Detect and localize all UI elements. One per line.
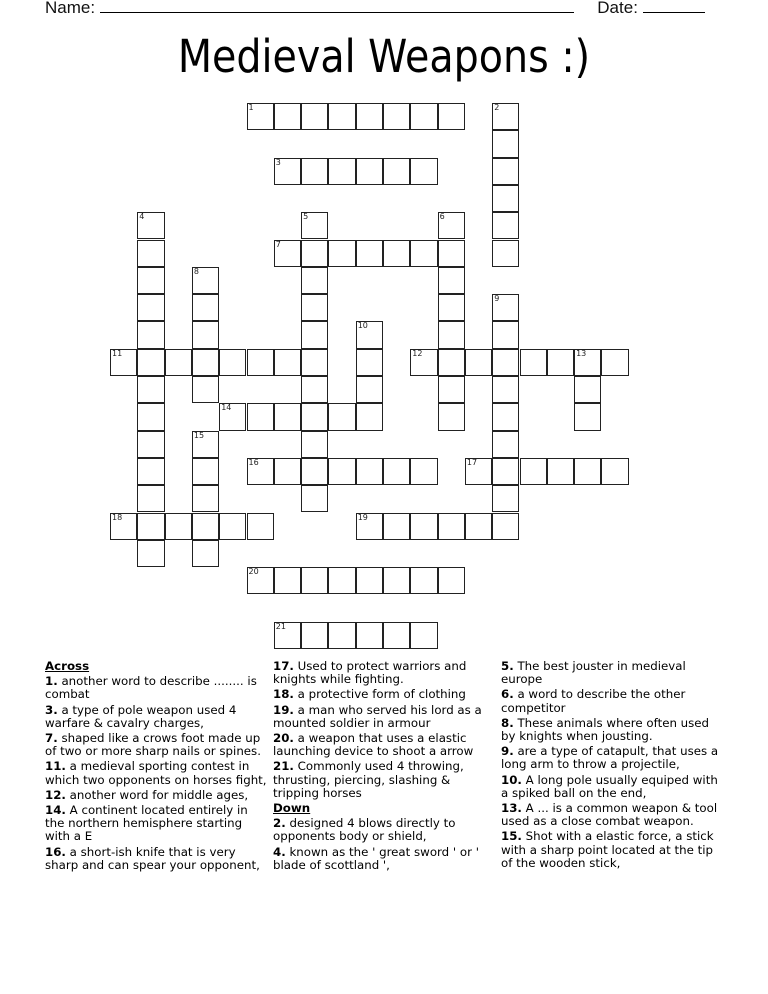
across-heading: Across xyxy=(45,659,90,673)
grid-cell[interactable] xyxy=(192,376,219,403)
grid-cell[interactable] xyxy=(137,485,164,512)
grid-cell[interactable] xyxy=(301,376,328,403)
grid-cell[interactable] xyxy=(165,513,192,540)
grid-cell[interactable] xyxy=(438,212,465,239)
clue-across-7: 7. shaped like a crows foot made up of two or more sharp nails or spines. xyxy=(45,731,261,759)
clue-number: 14 xyxy=(221,403,232,413)
clues-column-2 xyxy=(273,660,498,874)
grid-cell[interactable] xyxy=(492,349,519,376)
grid-cell[interactable] xyxy=(137,267,164,294)
grid-cell[interactable] xyxy=(492,212,519,239)
clue-number: 1 xyxy=(248,103,254,112)
grid-cell[interactable] xyxy=(110,513,137,540)
grid-cell[interactable] xyxy=(356,376,383,403)
grid-cell[interactable] xyxy=(137,513,164,540)
clue-down-15: 15. Shot with a elastic force, a stick with a sharp point located at the tip of the wooden stick, xyxy=(501,829,714,870)
grid-cell[interactable] xyxy=(465,513,492,540)
down-heading: Down xyxy=(273,801,311,816)
grid-cell[interactable] xyxy=(356,567,383,594)
grid-cell[interactable] xyxy=(356,513,383,540)
grid-cell[interactable] xyxy=(247,103,274,130)
clue-across-12: 12. another word for middle ages, xyxy=(45,787,249,802)
grid-cell[interactable] xyxy=(438,403,465,430)
grid-cell[interactable] xyxy=(492,185,519,212)
grid-cell[interactable] xyxy=(465,458,492,485)
grid-cell[interactable] xyxy=(192,431,219,458)
grid-cell[interactable] xyxy=(301,349,328,376)
clue-across-11: 11. a medieval sporting contest in which two opponents on horses fight, xyxy=(45,759,267,787)
grid-cell[interactable] xyxy=(601,458,628,485)
grid-cell[interactable] xyxy=(438,349,465,376)
grid-cell[interactable] xyxy=(492,458,519,485)
grid-cell[interactable] xyxy=(192,349,219,376)
grid-cell[interactable] xyxy=(301,458,328,485)
clue-across-21: 21. Commonly used 4 throwing, thrusting, piercing, slashing & tripping horses xyxy=(273,759,464,800)
clue-down-5: 5. The best jouster in medieval europe xyxy=(501,659,686,687)
clue-across-18: 18. a protective form of clothing xyxy=(273,687,466,702)
grid-cell[interactable] xyxy=(383,513,410,540)
clue-number: 2 xyxy=(494,103,500,112)
grid-cell[interactable] xyxy=(137,294,164,321)
clue-number: 12 xyxy=(412,348,423,358)
clue-down-2: 2. designed 4 blows directly to opponents body or shield, xyxy=(273,816,456,844)
grid-cell[interactable] xyxy=(356,158,383,185)
page-title: Medieval Weapons :) xyxy=(177,30,591,83)
grid-cell[interactable] xyxy=(492,240,519,267)
grid-cell[interactable] xyxy=(520,349,547,376)
grid-cell[interactable] xyxy=(192,458,219,485)
grid-cell[interactable] xyxy=(410,458,437,485)
clue-across-1: 1. another word to describe ........ is combat xyxy=(45,674,257,702)
grid-cell[interactable] xyxy=(328,567,355,594)
clue-down-4: 4. known as the ' great sword ' or ' blade of scottland ', xyxy=(273,844,479,872)
name-field[interactable] xyxy=(100,0,574,13)
grid-cell[interactable] xyxy=(137,403,164,430)
grid-cell[interactable] xyxy=(356,622,383,649)
grid-cell[interactable] xyxy=(438,103,465,130)
date-field[interactable] xyxy=(643,0,705,13)
grid-cell[interactable] xyxy=(137,240,164,267)
grid-cell[interactable] xyxy=(165,349,192,376)
grid-cell[interactable] xyxy=(192,513,219,540)
grid-cell[interactable] xyxy=(192,321,219,348)
grid-cell[interactable] xyxy=(492,158,519,185)
grid-cell[interactable] xyxy=(383,567,410,594)
clue-number: 11 xyxy=(112,348,123,358)
clue-across-19: 19. a man who served his lord as a mounted soldier in armour xyxy=(273,702,482,730)
name-label: Name: xyxy=(45,0,96,17)
grid-cell[interactable] xyxy=(137,349,164,376)
grid-cell[interactable] xyxy=(247,349,274,376)
grid-cell[interactable] xyxy=(137,540,164,567)
grid-cell[interactable] xyxy=(492,513,519,540)
grid-cell[interactable] xyxy=(301,485,328,512)
clue-across-17: 17. Used to protect warriors and knights while fighting. xyxy=(273,659,467,687)
grid-cell[interactable] xyxy=(383,458,410,485)
clue-across-14: 14. A continent located entirely in the northern hemisphere starting with a E xyxy=(45,803,248,844)
grid-cell[interactable] xyxy=(356,458,383,485)
grid-cell[interactable] xyxy=(383,240,410,267)
grid-cell[interactable] xyxy=(137,458,164,485)
grid-cell[interactable] xyxy=(247,513,274,540)
grid-cell[interactable] xyxy=(574,403,601,430)
grid-cell[interactable] xyxy=(410,158,437,185)
clue-number: 5 xyxy=(303,212,309,222)
grid-cell[interactable] xyxy=(301,267,328,294)
grid-cell[interactable] xyxy=(137,376,164,403)
grid-cell[interactable] xyxy=(301,240,328,267)
date-label: Date: xyxy=(597,0,638,17)
clue-across-20: 20. a weapon that uses a elastic launching device to shoot a arrow xyxy=(273,731,474,759)
grid-cell[interactable] xyxy=(301,431,328,458)
grid-cell[interactable] xyxy=(547,349,574,376)
grid-cell[interactable] xyxy=(274,240,301,267)
grid-cell[interactable] xyxy=(438,321,465,348)
grid-cell[interactable] xyxy=(383,158,410,185)
grid-cell[interactable] xyxy=(356,240,383,267)
grid-cell[interactable] xyxy=(492,403,519,430)
grid-cell[interactable] xyxy=(301,321,328,348)
clue-number: 18 xyxy=(112,512,123,522)
grid-cell[interactable] xyxy=(356,321,383,348)
grid-cell[interactable] xyxy=(328,103,355,130)
clue-number: 8 xyxy=(193,266,199,276)
clue-number: 9 xyxy=(494,294,500,304)
grid-cell[interactable] xyxy=(410,622,437,649)
grid-cell[interactable] xyxy=(383,103,410,130)
clue-number: 21 xyxy=(275,621,286,631)
grid-cell[interactable] xyxy=(301,212,328,239)
grid-cell[interactable] xyxy=(492,376,519,403)
grid-cell[interactable] xyxy=(410,349,437,376)
grid-cell[interactable] xyxy=(410,240,437,267)
clue-number: 20 xyxy=(248,567,259,577)
grid-cell[interactable] xyxy=(438,267,465,294)
grid-cell[interactable] xyxy=(247,567,274,594)
clue-number: 15 xyxy=(193,430,205,440)
clue-number: 7 xyxy=(275,239,281,249)
grid-cell[interactable] xyxy=(356,349,383,376)
clue-number: 13 xyxy=(576,348,587,358)
grid-cell[interactable] xyxy=(492,130,519,157)
clue-number: 16 xyxy=(248,457,259,467)
clue-down-6: 6. a word to describe the other competitor xyxy=(501,687,686,715)
grid-cell[interactable] xyxy=(438,513,465,540)
clue-number: 6 xyxy=(439,212,445,222)
grid-cell[interactable] xyxy=(274,567,301,594)
grid-cell[interactable] xyxy=(192,294,219,321)
grid-cell[interactable] xyxy=(247,403,274,430)
grid-cell[interactable] xyxy=(328,458,355,485)
grid-cell[interactable] xyxy=(192,485,219,512)
grid-cell[interactable] xyxy=(219,349,246,376)
clue-down-13: 13. A ... is a common weapon & tool used as a close combat weapon. xyxy=(501,801,718,829)
grid-cell[interactable] xyxy=(137,431,164,458)
grid-cell[interactable] xyxy=(328,158,355,185)
grid-cell[interactable] xyxy=(465,349,492,376)
grid-cell[interactable] xyxy=(301,622,328,649)
grid-cell[interactable] xyxy=(301,294,328,321)
grid-cell[interactable] xyxy=(492,431,519,458)
grid-cell[interactable] xyxy=(438,240,465,267)
grid-cell[interactable] xyxy=(219,403,246,430)
grid-cell[interactable] xyxy=(137,212,164,239)
grid-cell[interactable] xyxy=(492,321,519,348)
clue-down-9: 9. are a type of catapult, that uses a long arm to throw a projectile, xyxy=(501,744,719,772)
clues-column-1 xyxy=(45,660,270,874)
clue-down-8: 8. These animals where often used by knights when jousting. xyxy=(501,715,710,744)
grid-cell[interactable] xyxy=(438,294,465,321)
grid-cell[interactable] xyxy=(492,294,519,321)
grid-cell[interactable] xyxy=(110,349,137,376)
clue-down-10: 10. A long pole usually equiped with a spiked ball on the end, xyxy=(501,772,718,800)
grid-cell[interactable] xyxy=(301,103,328,130)
grid-cell[interactable] xyxy=(383,622,410,649)
worksheet-header xyxy=(45,0,705,18)
grid-cell[interactable] xyxy=(274,458,301,485)
grid-cell[interactable] xyxy=(410,513,437,540)
clue-number: 3 xyxy=(275,157,281,167)
grid-cell[interactable] xyxy=(137,321,164,348)
grid-cell[interactable] xyxy=(274,158,301,185)
grid-cell[interactable] xyxy=(356,103,383,130)
grid-cell[interactable] xyxy=(574,376,601,403)
grid-cell[interactable] xyxy=(410,103,437,130)
grid-cell[interactable] xyxy=(410,567,437,594)
grid-cell[interactable] xyxy=(574,349,601,376)
grid-cell[interactable] xyxy=(328,403,355,430)
grid-cell[interactable] xyxy=(301,567,328,594)
grid-cell[interactable] xyxy=(301,403,328,430)
clue-across-16: 16. a short-ish knife that is very sharp and can spear your opponent, xyxy=(45,844,260,872)
grid-cell[interactable] xyxy=(356,403,383,430)
grid-cell[interactable] xyxy=(219,513,246,540)
grid-cell[interactable] xyxy=(438,376,465,403)
grid-cell[interactable] xyxy=(328,240,355,267)
grid-cell[interactable] xyxy=(574,458,601,485)
grid-cell[interactable] xyxy=(601,349,628,376)
grid-cell[interactable] xyxy=(547,458,574,485)
clue-across-3: 3. a type of pole weapon used 4 warfare & cavalry charges, xyxy=(45,702,237,730)
grid-cell[interactable] xyxy=(192,267,219,294)
clue-number: 17 xyxy=(466,457,478,467)
clues-column-3 xyxy=(501,660,726,872)
grid-cell[interactable] xyxy=(274,349,301,376)
grid-cell[interactable] xyxy=(274,403,301,430)
clue-number: 4 xyxy=(139,212,145,222)
grid-cell[interactable] xyxy=(328,622,355,649)
grid-cell[interactable] xyxy=(192,540,219,567)
grid-cell[interactable] xyxy=(274,622,301,649)
clue-number: 19 xyxy=(357,512,368,522)
grid-cell[interactable] xyxy=(520,458,547,485)
grid-cell[interactable] xyxy=(492,103,519,130)
grid-cell[interactable] xyxy=(301,158,328,185)
grid-cell[interactable] xyxy=(438,567,465,594)
clue-number: 10 xyxy=(357,321,368,331)
grid-cell[interactable] xyxy=(247,458,274,485)
grid-cell[interactable] xyxy=(274,103,301,130)
grid-cell[interactable] xyxy=(492,485,519,512)
